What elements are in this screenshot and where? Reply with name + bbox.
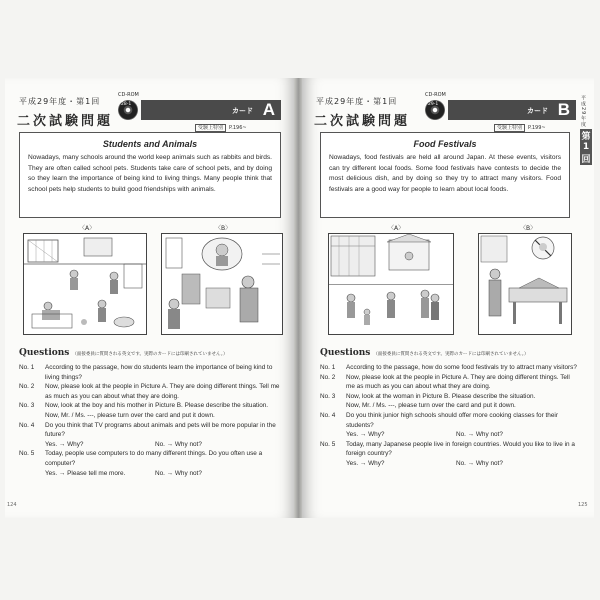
- question-text: Now, please look at the people in Picture A. They are doing different things. Tell me as much as you can about what they are doing.: [45, 383, 280, 400]
- card-label: カード: [527, 107, 548, 115]
- yes-option: Yes. → Why?: [45, 440, 84, 448]
- reference-box: 受験上特別: [195, 124, 226, 132]
- track-number: 28-1: [121, 102, 132, 107]
- picture-a-illustration: [328, 233, 454, 335]
- question-1: [320, 363, 578, 373]
- question-number: No. 2: [19, 383, 35, 391]
- answer-options: [320, 430, 578, 440]
- question-2: [19, 382, 281, 401]
- question-text: According to the passage, how do some food festivals try to attract many visitors?: [346, 364, 577, 371]
- instruction: [320, 401, 578, 411]
- question-text: Do you think junior high schools should offer more cooking classes for their students?: [346, 411, 558, 429]
- right-page: [302, 78, 594, 518]
- question-text: Now, please look at the people in Picture A. They are doing different things. Tell me as much as you can about what they are doing.: [346, 373, 570, 391]
- exam-year: 平成29年度・第1回: [316, 97, 398, 106]
- card-letter: B: [557, 100, 570, 119]
- page-number: 125: [578, 502, 588, 508]
- picture-b-illustration: [161, 233, 283, 335]
- side-tab-number: 第1回: [580, 129, 592, 165]
- question-text: Today, people use computers to do many different things. Do you often use a computer?: [45, 450, 263, 467]
- question-number: No. 1: [320, 364, 336, 371]
- questions-heading-text: Questions: [19, 348, 70, 358]
- questions-list: [320, 363, 578, 469]
- passage-title: Food Festivals: [413, 139, 477, 149]
- questions-heading: [19, 348, 228, 358]
- question-number: No. 3: [320, 392, 336, 400]
- side-tab-year: 平成29年度: [580, 95, 586, 128]
- page-number: 124: [7, 502, 17, 508]
- track-number: 29-1: [428, 102, 439, 107]
- question-number: No. 2: [320, 373, 336, 381]
- question-5: [19, 449, 281, 468]
- passage-box: [320, 132, 570, 218]
- question-1: [19, 363, 281, 382]
- question-text: Today, many Japanese people live in foreign countries. Would you like to live in a foreign country?: [346, 440, 575, 458]
- instruction-text: Now, Mr. / Ms. ---, please turn over the card and put it down.: [346, 402, 516, 410]
- no-option: No. → Why not?: [456, 459, 503, 467]
- question-number: No. 5: [320, 440, 336, 448]
- question-2: [320, 373, 578, 392]
- question-4: [320, 411, 578, 430]
- reference-page: P.196~: [229, 125, 247, 131]
- exam-title: 二次試験問題: [314, 114, 411, 129]
- side-tab: [580, 95, 592, 165]
- yes-option: Yes. → Why?: [346, 431, 385, 439]
- question-text: Do you think that TV programs about animals and pets will be more popular in the future?: [45, 421, 276, 439]
- answer-options: [19, 440, 281, 450]
- question-number: No. 4: [320, 411, 336, 419]
- question-number: [320, 401, 346, 411]
- questions-note: （面接委員に質問される英文です。実際のカードには印刷されていません。）: [72, 352, 228, 357]
- cdrom-label: CD-ROM: [425, 92, 446, 98]
- passage-box: [19, 132, 281, 218]
- question-text: According to the passage, how do students learn the importance of being kind to living things?: [45, 364, 273, 381]
- picture-b-label: 〈B〉: [215, 225, 232, 232]
- question-number: No. 4: [19, 421, 35, 429]
- card-letter: A: [262, 100, 275, 119]
- picture-a-label: 〈A〉: [388, 225, 405, 232]
- card-header: [141, 100, 281, 120]
- questions-heading-text: Questions: [320, 348, 371, 358]
- reference-page: P.199~: [528, 125, 546, 131]
- question-3: [19, 401, 281, 411]
- yes-option: Yes. → Why?: [346, 459, 385, 467]
- passage-text: Nowadays, many schools around the world keep animals such as rabbits and birds. They are often called school pets. Students take care of school pets, and by doing so they learn the importance of being kind to living things. Many people think that school pets help students to build good friendships with animals.: [28, 154, 272, 193]
- questions-list: [19, 363, 281, 478]
- answer-options: [19, 469, 281, 479]
- question-text: Now, look at the woman in Picture B. Please describe the situation.: [346, 392, 536, 400]
- yes-option: Yes. → Please tell me more.: [45, 469, 126, 477]
- questions-note: （面接委員に質問される英文です。実際のカードには印刷されていません。）: [373, 352, 529, 357]
- passage-text: Nowadays, food festivals are held all around Japan. At these events, visitors can try different local foods. Some food festivals have contests to decide the most delicious dish, and by doing so they try to attract many visitors. Food festivals are a good way for people to learn about local foods.: [329, 154, 561, 193]
- no-option: No. → Why not?: [155, 440, 202, 448]
- picture-a-label: 〈A〉: [79, 225, 96, 232]
- no-option: No. → Why not?: [155, 469, 202, 477]
- question-number: [19, 411, 45, 421]
- instruction-text: Now, Mr. / Ms. ---, please turn over the card and put it down.: [45, 411, 215, 419]
- question-text: Now, look at the boy and his mother in Picture B. Please describe the situation.: [45, 402, 269, 410]
- exam-title: 二次試験問題: [17, 114, 114, 129]
- card-label: カード: [232, 107, 253, 115]
- reference: [195, 124, 247, 131]
- reference: [494, 124, 546, 131]
- question-number: No. 3: [19, 402, 35, 410]
- reference-box: 受験上特別: [494, 124, 525, 132]
- instruction: [19, 411, 281, 421]
- question-4: [19, 421, 281, 440]
- question-number: No. 5: [19, 450, 35, 458]
- picture-b-label: 〈B〉: [520, 225, 537, 232]
- card-header: [448, 100, 576, 120]
- exam-year: 平成29年度・第1回: [19, 97, 101, 106]
- question-number: No. 1: [19, 364, 35, 371]
- questions-heading: [320, 348, 529, 358]
- picture-b-illustration: [478, 233, 572, 335]
- picture-a-illustration: [23, 233, 147, 335]
- answer-options: [320, 459, 578, 469]
- passage-title: Students and Animals: [102, 139, 198, 149]
- cdrom-label: CD-ROM: [118, 92, 139, 98]
- left-page: [5, 78, 295, 518]
- question-5: [320, 440, 578, 459]
- question-3: [320, 392, 578, 402]
- no-option: No. → Why not?: [456, 431, 503, 439]
